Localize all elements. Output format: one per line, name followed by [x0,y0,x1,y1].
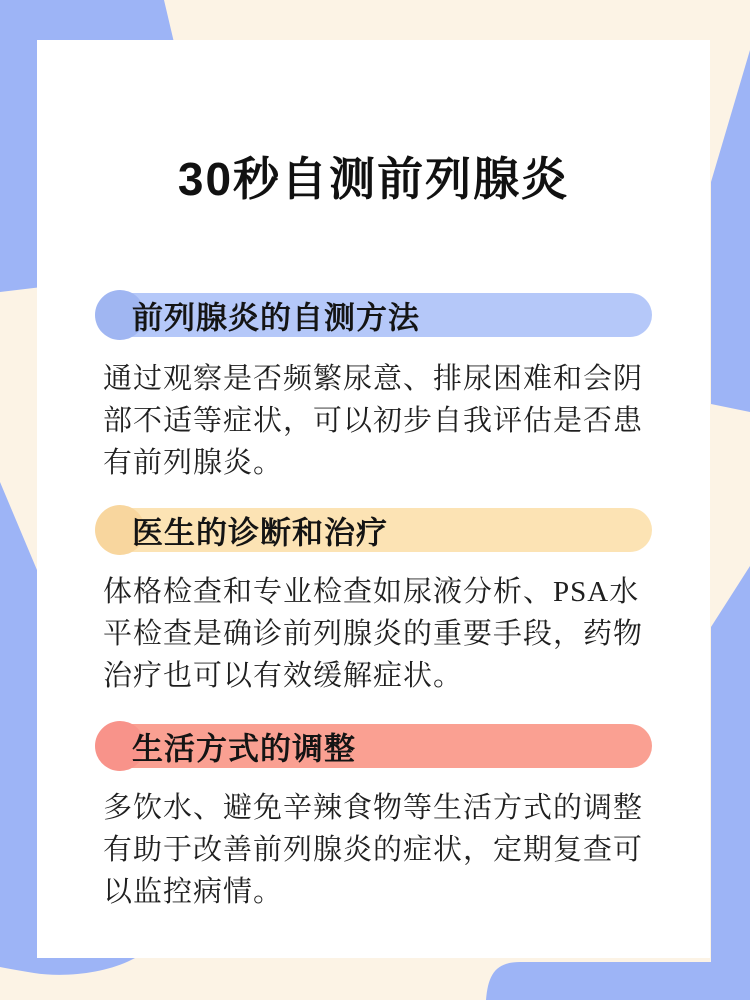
decor-bottom-right-blue-band [486,962,711,1000]
section2-body: 体格检查和专业检查如尿液分析、PSA水平检查是确诊前列腺炎的重要手段，药物治疗也可以有效缓解症状。 [103,576,644,692]
page-title: 30秒自测前列腺炎 [177,153,570,205]
content-card [37,40,710,958]
section1-heading: 前列腺炎的自测方法 [132,300,420,336]
decor-right-upper-blue-shape [711,50,750,412]
section1-heading-pill [98,293,652,337]
section3-body: 多饮水、避免辛辣食物等生活方式的调整有助于改善前列腺炎的症状，定期复查可以监控病情。 [103,792,644,908]
section1-body: 通过观察是否频繁尿意、排尿困难和会阴部不适等症状，可以初步自我评估是否患有前列腺炎。 [103,363,644,479]
section2-heading-pill [98,508,652,552]
section3-heading: 生活方式的调整 [132,731,356,767]
section3-heading-pill [98,724,652,768]
section2-heading: 医生的诊断和治疗 [132,515,388,551]
decor-right-lower-blue-shape [711,566,750,1000]
